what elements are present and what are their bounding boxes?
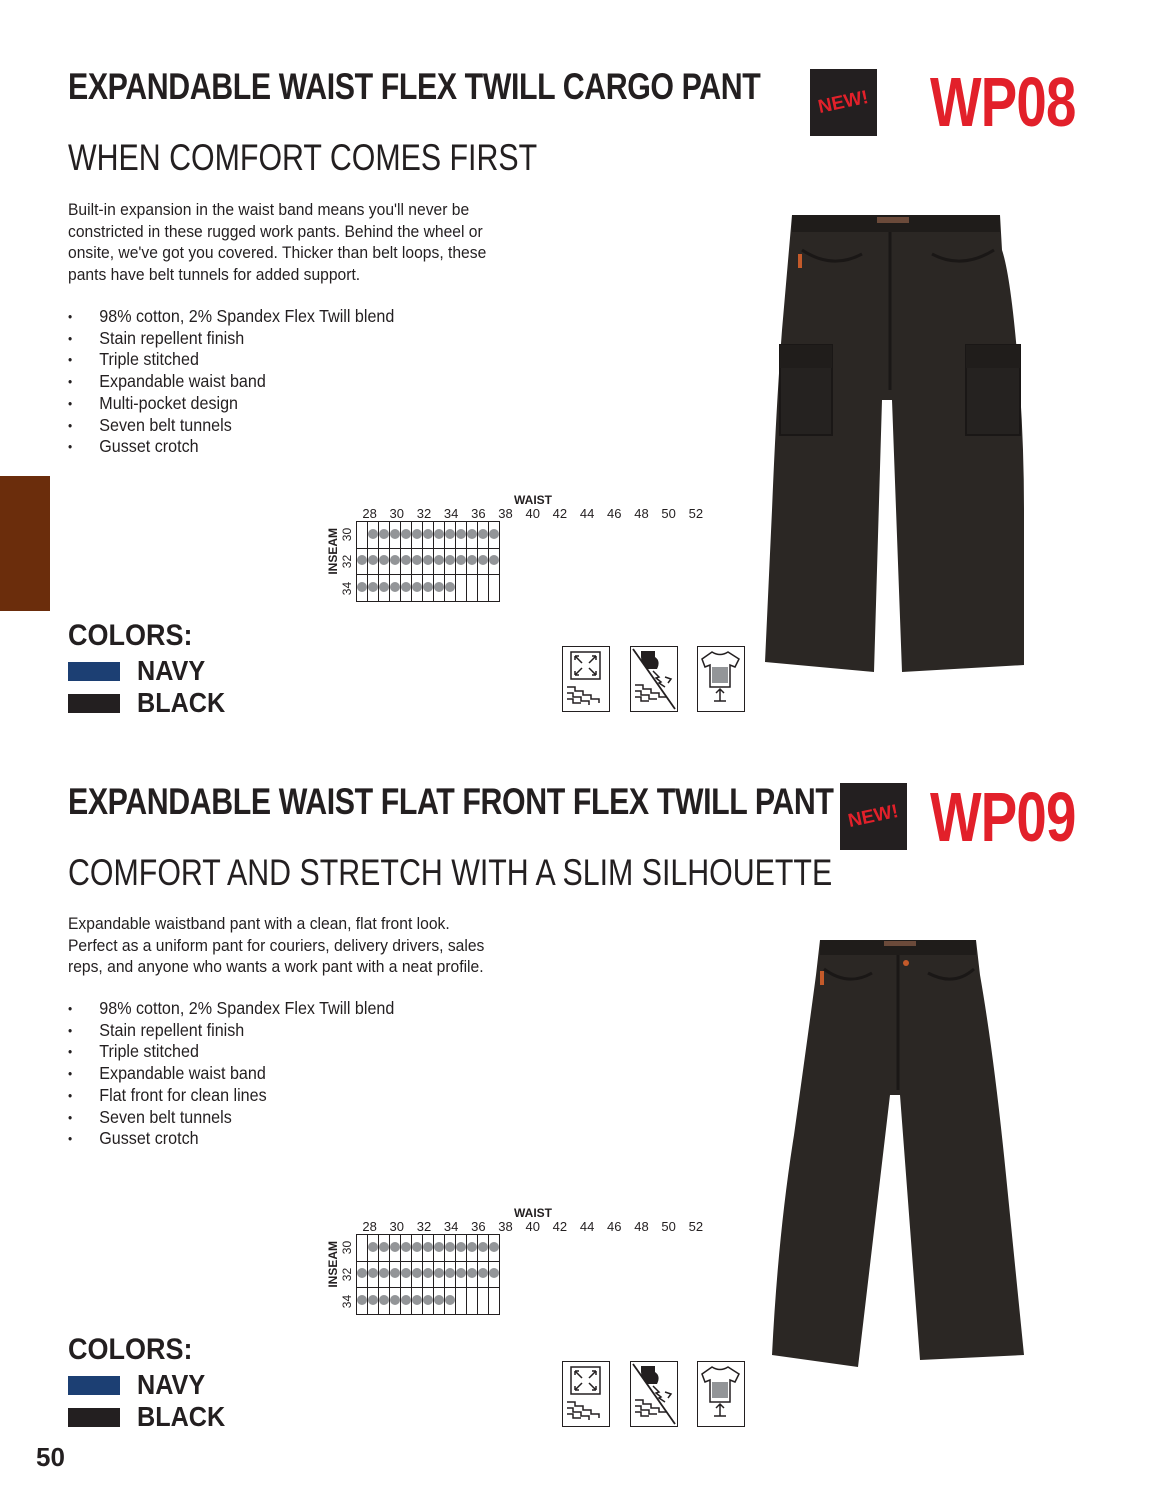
feature-list [68,306,423,458]
waist-size: 48 [634,1219,649,1234]
availability-dot [379,1295,389,1305]
availability-dot [434,582,444,592]
size-cell [434,548,445,575]
size-cell [467,548,478,575]
inseam-sizes [340,521,354,603]
size-cell [445,1288,456,1315]
availability-dot [445,1295,455,1305]
stretch-fabric-icon [562,646,610,712]
availability-dot [368,1242,378,1252]
table-row [357,575,500,602]
availability-dot [412,582,422,592]
waist-size: 28 [362,506,377,521]
product-description: Expandable waistband pant with a clean, flat front look. Perfect as a uniform pant for couriers, delivery drivers, sales reps, and anyone who wants a work pant with a neat profile. [68,914,485,976]
availability-dot [357,1295,367,1305]
inseam-size: 34 [340,1295,354,1309]
waist-size: 42 [552,506,568,521]
size-cell [456,522,467,549]
waist-size: 30 [389,1219,405,1234]
size-cell [445,1235,456,1262]
waist-size: 40 [525,506,540,521]
size-cell [390,548,401,575]
list-item: • Gusset crotch [68,436,394,458]
waist-size: 28 [362,1219,377,1234]
availability-dot [368,529,378,539]
waist-size: 38 [498,1219,513,1234]
availability-dot [423,582,433,592]
availability-dot [489,1268,499,1278]
product-code: WP09 [930,778,1076,856]
availability-dot [489,529,499,539]
size-cell [467,522,478,549]
gusset-shirt-icon [697,1361,745,1427]
size-cell [423,548,434,575]
size-cell [478,575,489,602]
size-cell [423,575,434,602]
size-cell [445,522,456,549]
waist-size: 52 [688,1219,704,1234]
size-cell [357,1288,368,1315]
availability-dot [390,1268,400,1278]
side-tab [0,476,50,611]
size-cell [379,1288,390,1315]
product-subtitle: COMFORT AND STRETCH WITH A SLIM SILHOUETTE [68,852,833,893]
size-cell [401,522,412,549]
availability-dot [368,1295,378,1305]
size-cell [478,1235,489,1262]
waist-label: WAIST [514,493,552,507]
availability-dot [445,1268,455,1278]
size-cell [467,1288,478,1315]
availability-dot [478,555,488,565]
size-cell [401,548,412,575]
size-cell [478,1288,489,1315]
color-item [68,1369,235,1401]
availability-dot [401,1242,411,1252]
availability-dot [401,1268,411,1278]
availability-dot [357,555,367,565]
new-badge: NEW! [840,783,907,850]
inseam-size: 32 [340,1268,354,1282]
size-cell [467,575,478,602]
color-item [68,687,235,719]
product-description: Built-in expansion in the waist band means you'll never be constricted in these rugged work pants. Behind the wheel or onsite, we've got you covered. Thicker than belt loops, these pants have belt tunnels for added support. [68,200,487,284]
size-cell [390,1235,401,1262]
availability-dot [379,582,389,592]
waist-size: 30 [389,506,405,521]
stain-repellent-icon [630,646,678,712]
color-list [68,655,235,719]
size-cell [390,522,401,549]
availability-dot [390,529,400,539]
availability-dot [434,1295,444,1305]
size-cell [478,522,489,549]
availability-dot [379,529,389,539]
availability-dot [390,1295,400,1305]
availability-dot [401,1295,411,1305]
size-cell [390,1261,401,1288]
waist-size: 42 [552,1219,568,1234]
availability-dot [467,1242,477,1252]
size-cell [456,1288,467,1315]
product-code: WP08 [930,63,1076,141]
availability-dot [445,529,455,539]
size-cell [434,1261,445,1288]
size-cell [357,548,368,575]
waist-size: 34 [443,1219,459,1234]
inseam-size: 32 [340,555,354,569]
list-item: • Stain repellent finish [68,1020,394,1042]
size-cell [379,1261,390,1288]
size-cell [489,548,500,575]
color-name: NAVY [137,655,206,686]
waist-size: 32 [416,1219,432,1234]
list-item: • 98% cotton, 2% Spandex Flex Twill blend [68,998,394,1020]
size-cell [456,575,467,602]
availability-dot [357,1268,367,1278]
size-cell [489,1235,500,1262]
color-swatch [68,1376,120,1395]
color-name: NAVY [137,1369,206,1400]
waist-size: 32 [416,506,432,521]
waist-size: 44 [579,506,595,521]
inseam-label: INSEAM [326,1241,340,1288]
size-cell [456,1235,467,1262]
size-cell [489,1261,500,1288]
flat-front-pant-image [768,935,1030,1375]
size-cell [368,548,379,575]
new-badge: NEW! [810,69,877,136]
table-row [357,1235,500,1262]
feature-list [68,998,423,1150]
list-item: • Seven belt tunnels [68,415,394,437]
size-cell [467,1261,478,1288]
availability-dot [379,555,389,565]
page-number: 50 [36,1442,65,1472]
size-cell [412,1288,423,1315]
color-item [68,655,235,687]
inseam-sizes [340,1234,354,1316]
size-cell [379,522,390,549]
waist-sizes [356,1219,709,1234]
size-cell [412,1235,423,1262]
size-cell [368,1235,379,1262]
cargo-pant-image [762,210,1032,680]
waist-size: 36 [471,1219,486,1234]
size-cell [445,548,456,575]
availability-dot [434,1268,444,1278]
waist-size: 46 [607,1219,622,1234]
size-cell [489,522,500,549]
table-row [357,1261,500,1288]
inseam-size: 30 [340,527,354,542]
availability-dot [401,582,411,592]
inseam-size: 30 [340,1240,354,1255]
color-name: BLACK [137,687,226,718]
size-cell [368,1288,379,1315]
size-cell [423,522,434,549]
availability-dot [456,1242,466,1252]
availability-dot [456,555,466,565]
size-cell [390,1288,401,1315]
availability-dot [368,555,378,565]
size-cell [368,575,379,602]
size-cell [401,575,412,602]
availability-dot [379,1242,389,1252]
stain-repellent-icon [630,1361,678,1427]
availability-dot [412,1242,422,1252]
size-cell [423,1235,434,1262]
availability-dot [434,555,444,565]
availability-dot [423,1268,433,1278]
size-cell [489,1288,500,1315]
availability-dot [467,1268,477,1278]
availability-dot [390,1242,400,1252]
availability-dot [423,529,433,539]
list-item: • Stain repellent finish [68,328,394,350]
size-cell [434,522,445,549]
table-row [357,548,500,575]
waist-size: 38 [498,506,513,521]
availability-dot [456,529,466,539]
availability-dot [423,1295,433,1305]
color-swatch [68,694,120,713]
availability-dot [379,1268,389,1278]
availability-dot [467,529,477,539]
availability-dot [401,529,411,539]
size-cell [434,575,445,602]
size-cell [434,1235,445,1262]
waist-size: 40 [525,1219,540,1234]
waist-size: 46 [607,506,622,521]
list-item: • Flat front for clean lines [68,1085,394,1107]
size-cell [412,1261,423,1288]
size-cell [478,548,489,575]
availability-dot [423,1242,433,1252]
list-item: • Expandable waist band [68,1063,394,1085]
size-cell [423,1288,434,1315]
availability-dot [412,1295,422,1305]
size-cell [456,548,467,575]
list-item: • Expandable waist band [68,371,394,393]
waist-size: 44 [579,1219,595,1234]
availability-dot [445,555,455,565]
size-cell [357,1261,368,1288]
availability-dot [478,529,488,539]
product-title: EXPANDABLE WAIST FLEX TWILL CARGO PANT [68,66,761,107]
size-grid [356,1234,500,1315]
size-cell [401,1235,412,1262]
size-cell [357,522,368,549]
size-cell [368,522,379,549]
size-cell [456,1261,467,1288]
inseam-label: INSEAM [326,528,340,575]
stretch-fabric-icon [562,1361,610,1427]
table-row [357,522,500,549]
color-item [68,1401,235,1433]
waist-size: 50 [661,1219,676,1234]
availability-dot [412,1268,422,1278]
size-cell [379,548,390,575]
list-item: • Gusset crotch [68,1128,394,1150]
availability-dot [423,555,433,565]
waist-size: 34 [443,506,459,521]
list-item: • Triple stitched [68,349,394,371]
colors-title: COLORS: [68,619,193,652]
availability-dot [412,529,422,539]
availability-dot [401,555,411,565]
waist-size: 48 [634,506,649,521]
size-cell [357,575,368,602]
size-cell [467,1235,478,1262]
color-name: BLACK [137,1401,226,1432]
inseam-size: 34 [340,582,354,596]
size-cell [379,1235,390,1262]
size-cell [379,575,390,602]
color-list [68,1369,235,1433]
availability-dot [434,529,444,539]
availability-dot [478,1268,488,1278]
size-cell [412,522,423,549]
gusset-shirt-icon [697,646,745,712]
size-cell [445,1261,456,1288]
size-cell [489,575,500,602]
list-item: • 98% cotton, 2% Spandex Flex Twill blend [68,306,394,328]
availability-dot [445,582,455,592]
size-grid [356,521,500,602]
size-cell [423,1261,434,1288]
availability-dot [456,1268,466,1278]
color-swatch [68,662,120,681]
availability-dot [489,1242,499,1252]
availability-dot [467,555,477,565]
waist-label: WAIST [514,1206,552,1220]
size-cell [412,575,423,602]
size-cell [357,1235,368,1262]
product-title: EXPANDABLE WAIST FLAT FRONT FLEX TWILL PANT [68,781,834,822]
color-swatch [68,1408,120,1427]
size-cell [401,1288,412,1315]
list-item: • Seven belt tunnels [68,1107,394,1129]
waist-size: 36 [471,506,486,521]
size-cell [434,1288,445,1315]
list-item: • Multi-pocket design [68,393,394,415]
colors-title: COLORS: [68,1333,193,1366]
waist-size: 52 [688,506,704,521]
availability-dot [434,1242,444,1252]
size-cell [390,575,401,602]
availability-dot [368,582,378,592]
availability-dot [445,1242,455,1252]
availability-dot [390,582,400,592]
size-cell [478,1261,489,1288]
availability-dot [489,555,499,565]
list-item: • Triple stitched [68,1041,394,1063]
waist-size: 50 [661,506,676,521]
product-subtitle: WHEN COMFORT COMES FIRST [68,137,538,178]
availability-dot [412,555,422,565]
size-cell [401,1261,412,1288]
availability-dot [368,1268,378,1278]
availability-dot [478,1242,488,1252]
table-row [357,1288,500,1315]
size-cell [445,575,456,602]
waist-sizes [356,506,709,521]
size-cell [368,1261,379,1288]
size-cell [412,548,423,575]
availability-dot [357,582,367,592]
availability-dot [390,555,400,565]
